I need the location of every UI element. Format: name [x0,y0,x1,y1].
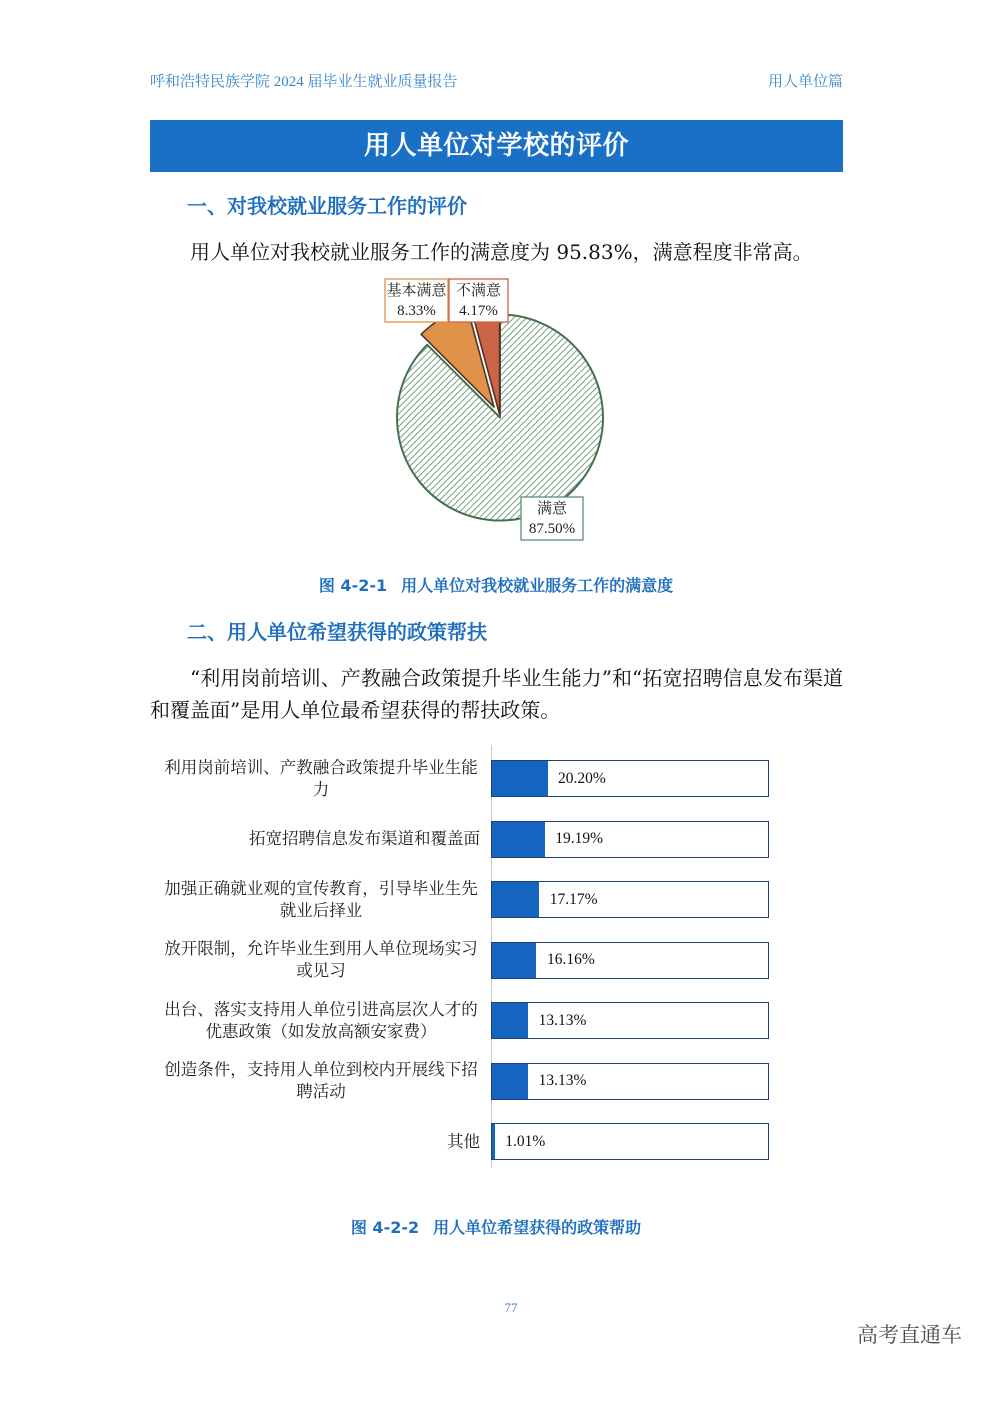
bar-value-label: 13.13% [538,1011,587,1029]
bar-value-label: 19.19% [555,830,604,847]
figure-number: 图 4-2-2 [350,1218,420,1237]
section-heading-2: 二、用人单位希望获得的政策帮扶 [187,620,487,644]
bar [492,1003,528,1038]
pie-label-value: 87.50% [528,521,576,537]
bar-value-label: 13.13% [538,1072,587,1089]
pie-label-category: 满意 [536,501,568,517]
bar [492,761,548,796]
section-2-paragraph: “利用岗前培训、产教融合政策提升毕业生能力”和“拓宽招聘信息发布渠道和覆盖面”是用人单位最希望获得的帮扶政策。 [150,666,843,722]
figure-title: 用人单位对我校就业服务工作的满意度 [401,576,674,595]
bar-track [491,1063,769,1100]
bar-track [491,942,769,979]
figure-caption-4-2-2 [0,1218,992,1238]
satisfaction-pie-chart [370,270,620,550]
page-number: 77 [504,1300,518,1315]
bar-value-label: 16.16% [546,951,595,968]
bar [492,1064,528,1099]
pie-label-value: 8.33% [397,303,436,319]
pie-label-category: 基本满意 [386,283,447,299]
bar-category-label: 放开限制，允许毕业生到用人单位现场实习或见习 [164,939,478,980]
pie-label-satisfied [521,497,583,540]
running-header-section: 用人单位篇 [767,74,843,90]
bar [492,882,539,917]
bar-track [491,760,769,797]
bar-category-label: 拓宽招聘信息发布渠道和覆盖面 [249,829,480,848]
figure-caption-4-2-1 [0,576,992,596]
bar-track [491,881,769,918]
running-header-report-title: 呼和浩特民族学院 2024 届毕业生就业质量报告 [150,74,458,90]
pie-slices [397,308,603,521]
pie-label-category: 不满意 [455,283,502,299]
figure-title: 用人单位希望获得的政策帮助 [433,1218,642,1237]
bar [492,1124,495,1159]
bar-track [491,1002,769,1039]
bar-value-label: 20.20% [558,769,606,787]
policy-support-bar-chart [140,740,800,1180]
watermark-text: 高考直通车 [857,1323,962,1347]
bar [492,822,545,857]
bar [492,943,536,978]
bar-category-label: 出台、落实支持用人单位引进高层次人才的优惠政策（如发放高额安家费） [164,999,478,1041]
pie-label-dissatisfied [449,279,508,322]
bar-category-label: 创造条件，支持用人单位到校内开展线下招聘活动 [164,1060,478,1101]
page-title-bar [150,120,843,172]
bar-category-label: 加强正确就业观的宣传教育，引导毕业生先就业后择业 [164,878,478,920]
bar-value-label: 17.17% [549,890,598,908]
pie-label-basically-satisfied [385,279,448,322]
figure-number: 图 4-2-1 [318,576,388,595]
section-heading-1: 一、对我校就业服务工作的评价 [187,194,467,218]
bar-category-label: 利用岗前培训、产教融合政策提升毕业生能力 [164,757,478,799]
bar-track [491,821,769,858]
pie-label-value: 4.17% [459,303,498,319]
bar-category-label: 其他 [447,1131,480,1151]
section-1-paragraph: 用人单位对我校就业服务工作的满意度为 95.83%，满意程度非常高。 [190,240,813,264]
page-title: 用人单位对学校的评价 [363,131,629,161]
bar-value-label: 1.01% [505,1132,546,1150]
